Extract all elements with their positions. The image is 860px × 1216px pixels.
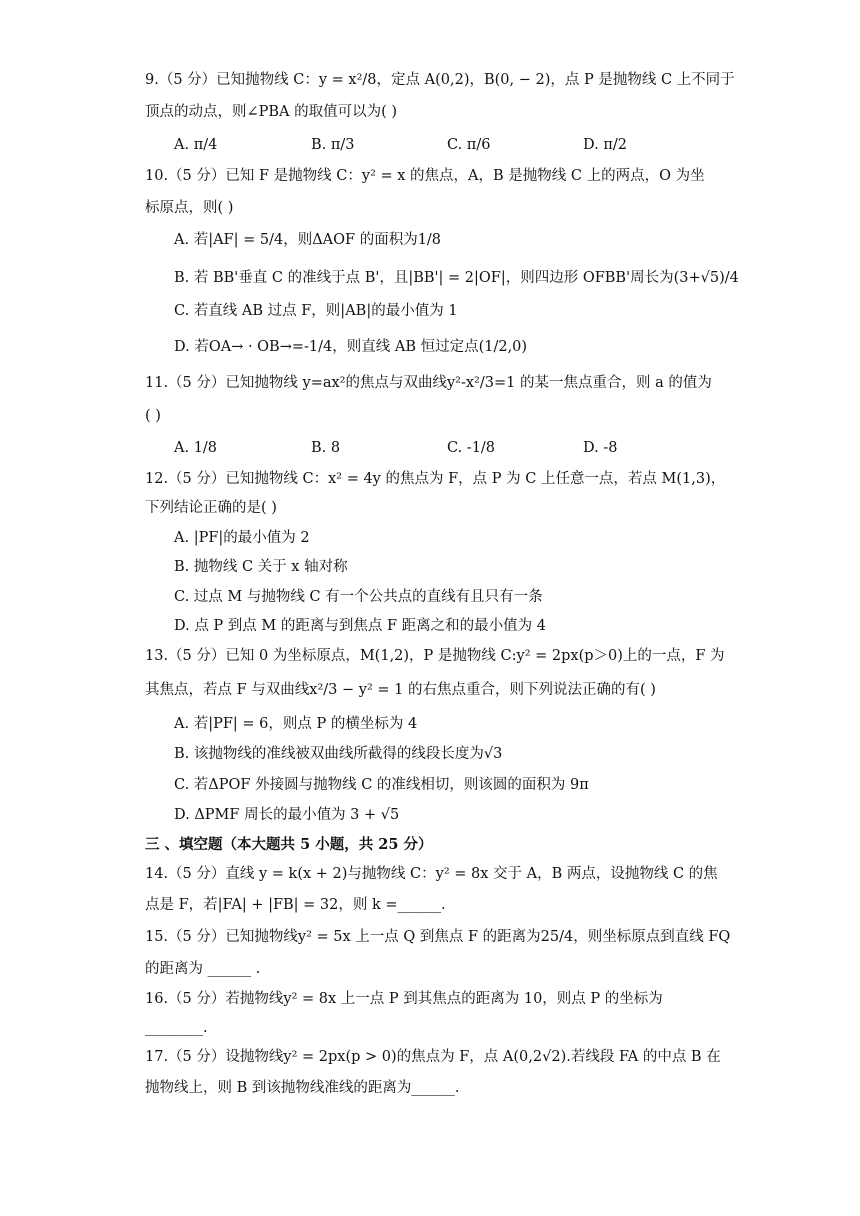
q13-line1: 13.（5 分）已知 0 为坐标原点，M(1,2)，P 是抛物线 C:y² = 2px(p＞0)上的一点，F 为 xyxy=(145,648,725,664)
q9-option-d: D. π/2 xyxy=(583,137,627,153)
section-three-heading: 三 、填空题（本大题共 5 小题，共 25 分） xyxy=(145,836,433,853)
q9-line1: 9.（5 分）已知抛物线 C：y = x²/8，定点 A(0,2)，B(0, − 2)，点 P 是抛物线 C 上不同于 xyxy=(145,72,735,88)
q10-option-c: C. 若直线 AB 过点 F，则|AB|的最小值为 1 xyxy=(174,303,458,319)
q9-option-a: A. π/4 xyxy=(174,137,218,153)
q11-option-c: C. -1/8 xyxy=(447,440,496,456)
q9-line2: 顶点的动点，则∠PBA 的取值可以为( ) xyxy=(145,104,398,120)
q16-line2: ________. xyxy=(145,1020,208,1036)
q15-line1: 15.（5 分）已知抛物线y² = 5x 上一点 Q 到焦点 F 的距离为25/4，则坐标原点到直线 FQ xyxy=(145,929,731,945)
q14-line2: 点是 F，若|FA| + |FB| = 32，则 k =______. xyxy=(145,897,446,913)
q12-option-d: D. 点 P 到点 M 的距离与到焦点 F 距离之和的最小值为 4 xyxy=(174,618,546,634)
q10-option-a: A. 若|AF| = 5/4，则ΔAOF 的面积为1/8 xyxy=(174,232,442,248)
q9-option-c: C. π/6 xyxy=(447,137,491,153)
q13-line2: 其焦点，若点 F 与双曲线x²/3 − y² = 1 的右焦点重合，则下列说法正确的有( ) xyxy=(145,682,656,698)
q15-line2: 的距离为 ______ . xyxy=(145,961,261,977)
q17-line1: 17.（5 分）设抛物线y² = 2px(p > 0)的焦点为 F，点 A(0,2√2).若线段 FA 的中点 B 在 xyxy=(145,1049,721,1065)
q17-line2: 抛物线上，则 B 到该抛物线准线的距离为______. xyxy=(145,1080,460,1096)
q11-option-a: A. 1/8 xyxy=(174,440,218,456)
q11-line1: 11.（5 分）已知抛物线 y=ax²的焦点与双曲线y²-x²/3=1 的某一焦点重合，则 a 的值为 xyxy=(145,375,712,391)
q11-option-b: B. 8 xyxy=(311,440,341,456)
q12-option-c: C. 过点 M 与抛物线 C 有一个公共点的直线有且只有一条 xyxy=(174,589,543,605)
q13-option-d: D. ΔPMF 周长的最小值为 3 + √5 xyxy=(174,807,400,823)
q10-line2: 标原点，则( ) xyxy=(145,200,234,216)
q12-option-a: A. |PF|的最小值为 2 xyxy=(174,530,310,546)
q11-option-d: D. -8 xyxy=(583,440,618,456)
q10-option-d: D. 若OA→ · OB→=-1/4，则直线 AB 恒过定点(1/2,0) xyxy=(174,339,528,355)
q12-line2: 下列结论正确的是( ) xyxy=(145,500,277,516)
q11-line2: ( ) xyxy=(145,408,161,424)
q10-line1: 10.（5 分）已知 F 是抛物线 C：y² = x 的焦点，A，B 是抛物线 C 上的两点，O 为坐 xyxy=(145,168,705,184)
q12-line1: 12.（5 分）已知抛物线 C：x² = 4y 的焦点为 F，点 P 为 C 上任意一点，若点 M(1,3)， xyxy=(145,471,726,487)
q13-option-b: B. 该抛物线的准线被双曲线所截得的线段长度为√3 xyxy=(174,746,503,762)
q12-option-b: B. 抛物线 C 关于 x 轴对称 xyxy=(174,559,348,575)
q16-line1: 16.（5 分）若抛物线y² = 8x 上一点 P 到其焦点的距离为 10，则点 P 的坐标为 xyxy=(145,991,663,1007)
q13-option-c: C. 若ΔPOF 外接圆与抛物线 C 的准线相切，则该圆的面积为 9π xyxy=(174,777,589,793)
q14-line1: 14.（5 分）直线 y = k(x + 2)与抛物线 C：y² = 8x 交于 A，B 两点，设抛物线 C 的焦 xyxy=(145,866,718,882)
q9-option-b: B. π/3 xyxy=(311,137,355,153)
q10-option-b: B. 若 BB'垂直 C 的准线于点 B'，且|BB'| = 2|OF|，则四边形 OFBB'周长为(3+√5)/4 xyxy=(174,270,739,286)
q13-option-a: A. 若|PF| = 6，则点 P 的横坐标为 4 xyxy=(174,716,418,732)
